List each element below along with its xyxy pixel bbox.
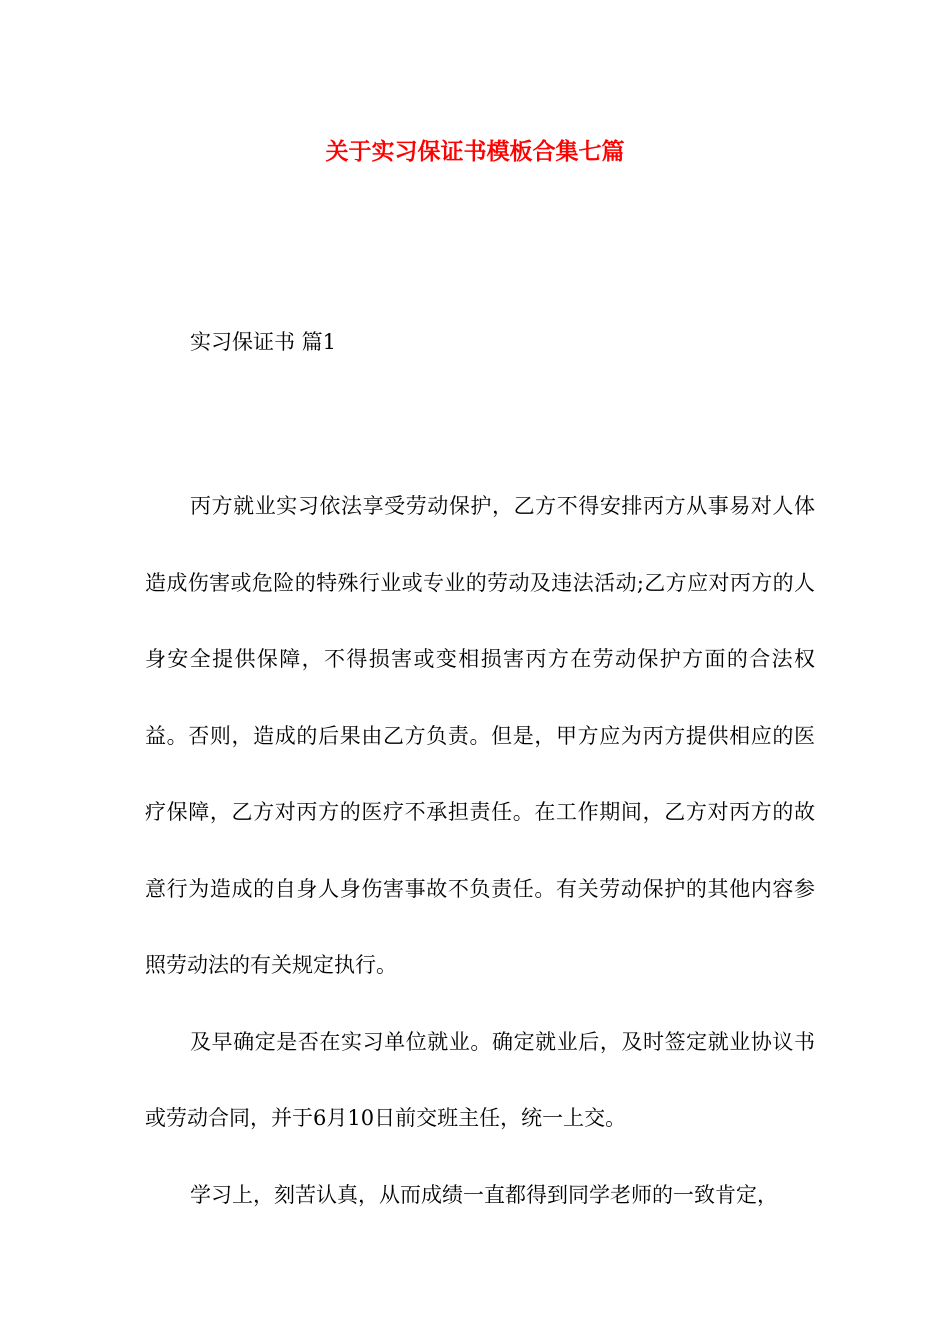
paragraph: 及早确定是否在实习单位就业。确定就业后，及时签定就业协议书或劳动合同，并于6月10日前交班主任，统一上交。 xyxy=(145,1029,815,1130)
section-heading: 实习保证书 篇1 xyxy=(190,330,337,354)
paragraph: 丙方就业实习依法享受劳动保护，乙方不得安排丙方从事易对人体造成伤害或危险的特殊行业或专业的劳动及违法活动;乙方应对丙方的人身安全提供保障，不得损害或变相损害丙方在劳动保护方面的合法权益。否则，造成的后果由乙方负责。但是，甲方应为丙方提供相应的医疗保障，乙方对丙方的医疗不承担责任。在工作期间，乙方对丙方的故意行为造成的自身人身伤害事故不负责任。有关劳动保护的其他内容参照劳动法的有关规定执行。 xyxy=(145,494,815,977)
document-title: 关于实习保证书模板合集七篇 xyxy=(325,138,625,165)
document-body xyxy=(145,468,815,1233)
paragraph: 学习上，刻苦认真，从而成绩一直都得到同学老师的一致肯定， xyxy=(190,1182,778,1207)
